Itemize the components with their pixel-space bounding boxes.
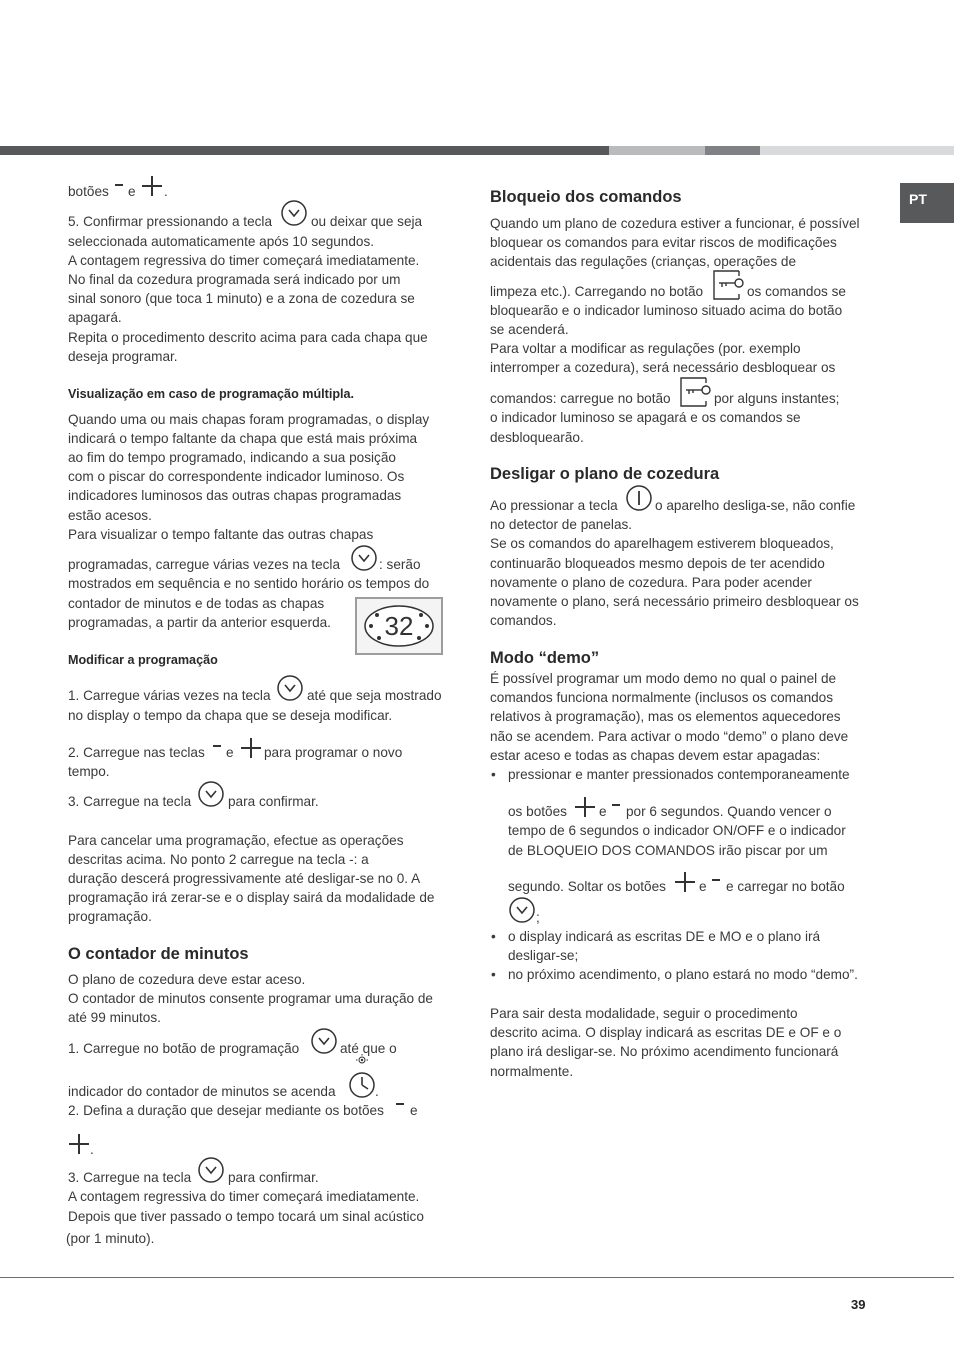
- text-line: relativos à programação), mas os elementos aquecedores: [490, 709, 841, 724]
- text-line: os comandos se: [747, 284, 846, 299]
- text-line: apagará.: [68, 310, 122, 325]
- text-line: no detector de panelas.: [490, 517, 633, 532]
- header-bar-segment: [760, 146, 954, 155]
- header-bar-segment: [0, 146, 609, 155]
- header-color-bar: [0, 146, 954, 155]
- plus-key-icon: [240, 737, 262, 759]
- timer-select-key-icon: [276, 674, 304, 702]
- text-line: Ao pressionar a tecla: [490, 498, 618, 513]
- text-line: A contagem regressiva do timer começará imediatamente.: [68, 1189, 420, 1204]
- section-heading: Bloqueio dos comandos: [490, 188, 682, 206]
- minus-key-icon: [114, 180, 124, 190]
- step-text: tempo.: [68, 764, 110, 779]
- step-text: para confirmar.: [228, 794, 319, 809]
- timer-select-key-icon: [508, 896, 536, 924]
- text-line: o aparelho desliga-se, não confie: [655, 498, 856, 513]
- section-heading: O contador de minutos: [68, 945, 249, 963]
- text-line: programação irá zerar-se e o display sairá da modalidade de: [68, 890, 435, 905]
- step-text: e: [226, 745, 234, 760]
- text-line: por alguns instantes;: [714, 391, 840, 406]
- text-line: (por 1 minuto).: [66, 1231, 155, 1246]
- text-line: novamente o plano de cozedura. Para poder acender: [490, 575, 812, 590]
- step-text: ou deixar que seja: [311, 214, 423, 229]
- step-text: 5. Confirmar pressionando a tecla: [68, 214, 273, 229]
- text-line: O plano de cozedura deve estar aceso.: [68, 972, 306, 987]
- step-text: 3. Carregue na tecla: [68, 794, 192, 809]
- text-line: programadas, carregue várias vezes na tecla: [68, 557, 341, 572]
- text-line: sinal sonoro (que toca 1 minuto) e a zona de cozedura se: [68, 291, 415, 306]
- text-line: programadas, a partir da anterior esquerda.: [68, 615, 331, 630]
- text-line: indicará o tempo faltante da chapa que está mais próxima: [68, 431, 418, 446]
- timer-select-key-icon: [280, 199, 308, 227]
- header-bar-segment: [609, 146, 705, 155]
- bullet-text: desligar-se;: [508, 948, 579, 963]
- key-lock-button-icon: [680, 377, 712, 407]
- step-text: até que o: [340, 1041, 397, 1056]
- text-line: estão acesos.: [68, 508, 152, 523]
- plus-key-icon: [574, 796, 596, 818]
- text-line: Depois que tiver passado o tempo tocará um sinal acústico: [68, 1209, 424, 1224]
- text-line: e: [128, 184, 136, 199]
- text-line: limpeza etc.). Carregando no botão: [490, 284, 704, 299]
- text-line: Para visualizar o tempo faltante das outras chapas: [68, 527, 374, 542]
- step-text: .: [90, 1142, 94, 1157]
- bullet-text: de BLOQUEIO DOS COMANDOS irão piscar por um: [508, 843, 828, 858]
- minus-key-icon: [395, 1099, 405, 1109]
- text-line: o indicador luminoso se apagará e os comandos se: [490, 410, 801, 425]
- text-line: até 99 minutos.: [68, 1010, 161, 1025]
- text-line: .: [164, 184, 168, 199]
- text-line: comandos.: [490, 613, 557, 628]
- plus-key-icon: [68, 1133, 90, 1155]
- minus-key-icon: [711, 875, 721, 885]
- section-heading: Desligar o plano de cozedura: [490, 465, 720, 483]
- bullet-text: segundo. Soltar os botões: [508, 879, 666, 894]
- section-heading: Modo “demo”: [490, 649, 600, 667]
- text-line: No final da cozedura programada será indicado por um: [68, 272, 401, 287]
- bullet-text: e: [699, 879, 707, 894]
- text-line: desbloquearão.: [490, 430, 584, 445]
- text-line: novamente o plano, será necessário primeiro desbloquear os: [490, 594, 859, 609]
- text-line: contador de minutos e de todas as chapas: [68, 596, 325, 611]
- subheading: Visualização em caso de programação múltipla.: [68, 387, 355, 401]
- timer-select-key-icon: [197, 780, 225, 808]
- text-line: Repita o procedimento descrito acima para cada chapa que: [68, 330, 428, 345]
- header-bar-segment: [705, 146, 760, 155]
- text-line: Para sair desta modalidade, seguir o procedimento: [490, 1006, 798, 1021]
- minus-key-icon: [212, 741, 222, 751]
- step-text: para confirmar.: [228, 1170, 319, 1185]
- text-line: botões: [68, 184, 109, 199]
- timer-select-key-icon: [350, 544, 378, 572]
- text-line: indicadores luminosos das outras chapas programadas: [68, 488, 402, 503]
- step-text: 1. Carregue no botão de programação: [68, 1041, 300, 1056]
- step-text: 3. Carregue na tecla: [68, 1170, 192, 1185]
- bullet-marker: •: [491, 967, 496, 982]
- bullet-text: e: [599, 804, 607, 819]
- text-line: mostrados em sequência e no sentido horário os tempos do: [68, 576, 430, 591]
- text-line: comandos funciona normalmente (inclusos os comandos: [490, 690, 834, 705]
- text-line: descrito acima. O display indicará as escritas DE e OF e o: [490, 1025, 842, 1040]
- text-line: programação.: [68, 909, 152, 924]
- text-line: não se acendem. Para activar o modo “demo” o plano deve: [490, 729, 849, 744]
- text-line: bloquearão e o indicador luminoso situado acima do botão: [490, 303, 843, 318]
- text-line: duração descerá progressivamente até desligar-se no 0. A: [68, 871, 421, 886]
- bullet-text: os botões: [508, 804, 567, 819]
- bullet-text: tempo de 6 segundos o indicador ON/OFF e o indicador: [508, 823, 846, 838]
- step-text: 1. Carregue várias vezes na tecla: [68, 688, 271, 703]
- timer-select-key-icon: [310, 1027, 338, 1055]
- text-line: comandos: carregue no botão: [490, 391, 671, 406]
- bullet-text: no próximo acendimento, o plano estará no modo “demo”.: [508, 967, 858, 982]
- step-text: .: [375, 1084, 379, 1099]
- text-line: ao fim do tempo programado, indicando a sua posição: [68, 450, 396, 465]
- bullet-text: e carregar no botão: [726, 879, 845, 894]
- bullet-text: por 6 segundos. Quando vencer o: [626, 804, 832, 819]
- language-tab: PT: [900, 183, 954, 223]
- text-line: O contador de minutos consente programar uma duração de: [68, 991, 433, 1006]
- text-line: se acenderá.: [490, 322, 569, 337]
- key-lock-button-icon: [713, 270, 745, 300]
- timer-select-key-icon: [197, 1156, 225, 1184]
- subheading: Modificar a programação: [68, 653, 218, 667]
- text-line: Quando um plano de cozedura estiver a funcionar, é possível: [490, 216, 860, 231]
- text-line: bloquear os comandos para evitar riscos de modificações: [490, 235, 837, 250]
- bullet-text: o display indicará as escritas DE e MO e o plano irá: [508, 929, 821, 944]
- bullet-marker: •: [491, 767, 496, 782]
- text-line: É possível programar um modo demo no qual o painel de: [490, 671, 837, 686]
- text-line: descritas acima. No ponto 2 carregue na tecla -: a: [68, 852, 369, 867]
- text-line: continuarão bloqueados mesmo depois de ter acendido: [490, 556, 825, 571]
- plus-key-icon: [141, 175, 163, 197]
- text-line: plano irá desligar-se. No próximo acendimento funcionará: [490, 1044, 839, 1059]
- step-text: no display o tempo da chapa que se deseja modificar.: [68, 708, 393, 723]
- step-text: 2. Carregue nas teclas: [68, 745, 205, 760]
- timer-display-illustration: [355, 597, 443, 655]
- footer-rule: [0, 1277, 954, 1278]
- text-line: Se os comandos do aparelhagem estiverem bloqueados,: [490, 536, 834, 551]
- text-line: acidentais das regulações (crianças, operações de: [490, 254, 797, 269]
- text-line: estar aceso e todas as chapas devem estar apagadas:: [490, 748, 821, 763]
- text-line: interromper a cozedura), será necessário desbloquear os: [490, 360, 836, 375]
- plus-key-icon: [674, 871, 696, 893]
- minus-key-icon: [611, 800, 621, 810]
- text-line: Quando uma ou mais chapas foram programadas, o display: [68, 412, 430, 427]
- text-line: Para cancelar uma programação, efectue as operações: [68, 833, 404, 848]
- bullet-text: pressionar e manter pressionados contemporaneamente: [508, 767, 850, 782]
- timer-display-digits: 32: [384, 611, 414, 641]
- bullet-text: ;: [536, 910, 540, 925]
- text-line: normalmente.: [490, 1064, 574, 1079]
- step-text: indicador do contador de minutos se acenda: [68, 1084, 336, 1099]
- text-line: Para voltar a modificar as regulações (por. exemplo: [490, 341, 801, 356]
- text-line: : serão: [379, 557, 421, 572]
- minute-counter-indicator-icon: [348, 1054, 376, 1100]
- text-line: deseja programar.: [68, 349, 178, 364]
- step-text: 2. Defina a duração que desejar mediante os botões: [68, 1103, 384, 1118]
- step-text: até que seja mostrado: [307, 688, 442, 703]
- page-number: 39: [851, 1297, 866, 1312]
- power-button-icon: [625, 484, 653, 512]
- step-text: para programar o novo: [264, 745, 403, 760]
- step-text: e: [410, 1103, 418, 1118]
- bullet-marker: •: [491, 929, 496, 944]
- text-line: A contagem regressiva do timer começará imediatamente.: [68, 253, 420, 268]
- text-line: seleccionada automaticamente após 10 segundos.: [68, 234, 375, 249]
- text-line: com o piscar do correspondente indicador luminoso. Os: [68, 469, 405, 484]
